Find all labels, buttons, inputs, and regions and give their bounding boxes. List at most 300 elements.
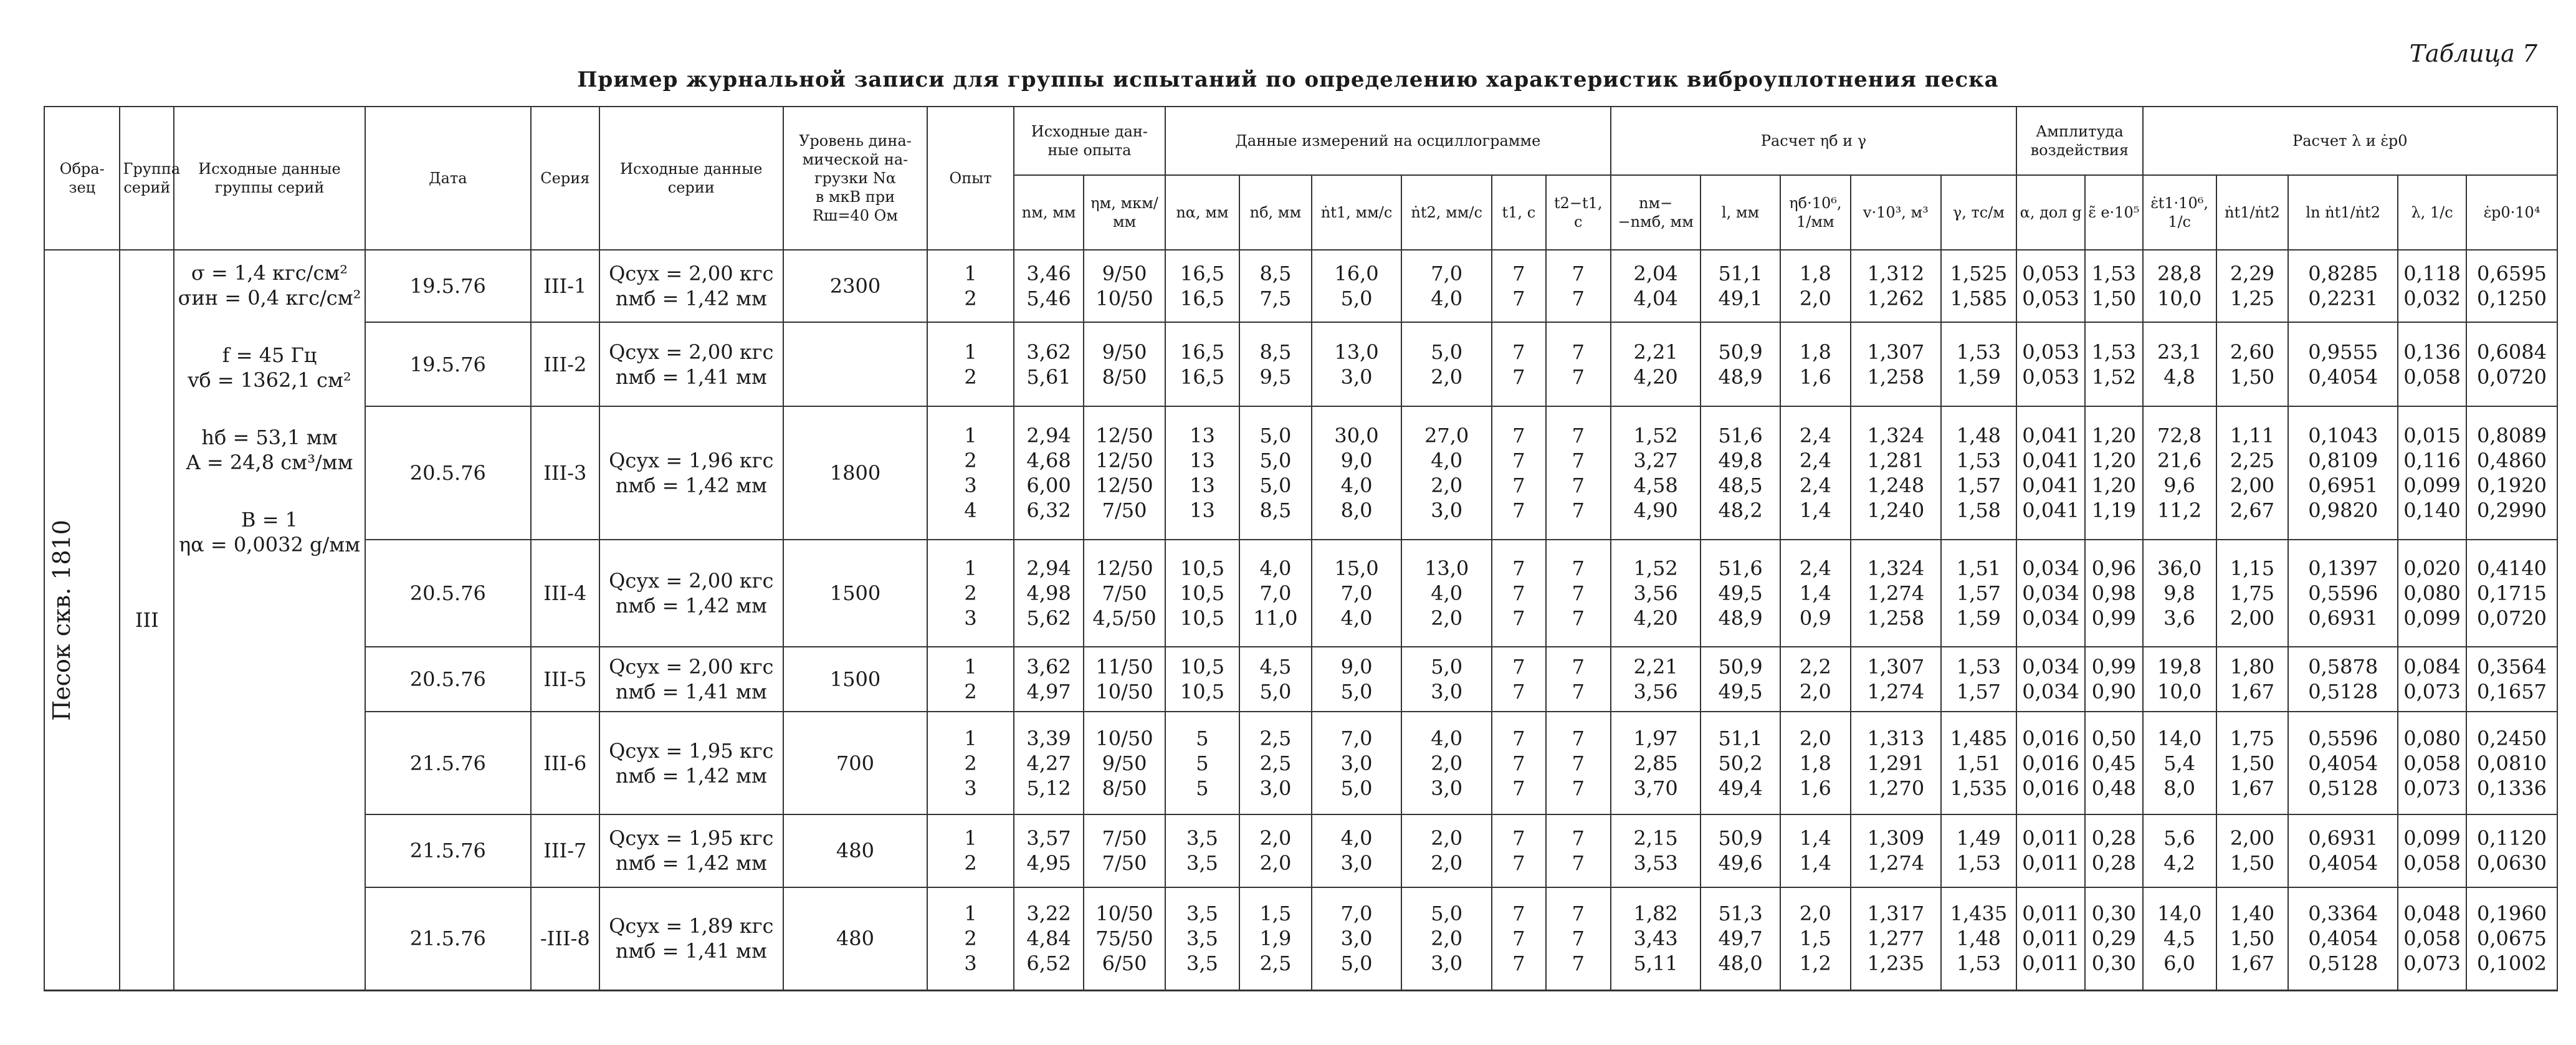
value: 7 [1572, 751, 1585, 775]
value-cell [2085, 322, 2143, 406]
trial-number: 2 [964, 751, 977, 775]
value-cell [1239, 814, 1312, 887]
value: 7 [1512, 424, 1525, 448]
value: 4,2 [2163, 851, 2196, 876]
value-cell [1084, 647, 1165, 712]
value: 1,248 [1867, 474, 1925, 498]
value-cell [2143, 250, 2216, 322]
value: 7 [1572, 851, 1585, 876]
value: 0,3564 [2477, 654, 2547, 679]
trial-number: 3 [964, 776, 977, 800]
value: 5,61 [1026, 365, 1071, 389]
value: 0,041 [2022, 424, 2079, 448]
table-row [44, 322, 2557, 406]
value: 1,8 [1799, 751, 1831, 775]
value: 0,020 [2403, 556, 2461, 581]
value: 7 [1512, 556, 1525, 581]
value: 2,85 [1633, 751, 1678, 775]
value: 0,073 [2403, 952, 2461, 976]
value: 1,6 [1799, 776, 1831, 800]
value-cell [1611, 540, 1701, 646]
value-cell [2216, 322, 2289, 406]
series-cell: III-7 [531, 814, 599, 887]
header-trial: Опыт [927, 107, 1014, 250]
value-cell [2085, 647, 2143, 712]
value: 49,1 [1718, 287, 1763, 311]
value: 1,82 [1633, 902, 1678, 926]
value: 1,80 [2230, 654, 2275, 679]
value: 2,0 [1431, 474, 1463, 498]
value-cell [1780, 814, 1851, 887]
value: 8,0 [2163, 776, 2196, 800]
value-cell [2216, 887, 2289, 990]
value: 7 [1512, 751, 1525, 775]
value: 0,2450 [2477, 726, 2547, 750]
value: 3,5 [1186, 927, 1218, 951]
value-cell [1312, 406, 1402, 540]
value: 0,099 [2403, 606, 2461, 631]
value: 0,1120 [2477, 826, 2547, 851]
load-cell: 700 [783, 712, 927, 814]
value: 2,0 [1799, 726, 1831, 750]
value: 0,0720 [2477, 365, 2547, 389]
value: 2,21 [1633, 340, 1678, 364]
value: 1,6 [1799, 365, 1831, 389]
value-cell [1492, 250, 1546, 322]
subheader-6: t1, с [1492, 175, 1546, 250]
value-cell [1165, 647, 1239, 712]
value: 0,96 [2091, 556, 2136, 581]
value: 2,5 [1259, 726, 1292, 750]
value: 4,58 [1633, 474, 1678, 498]
value: 0,034 [2022, 556, 2079, 581]
value-cell [1014, 712, 1084, 814]
trial-number: 2 [964, 581, 977, 606]
value: 9,0 [1340, 654, 1373, 679]
series-data-cell [599, 712, 783, 814]
value-cell [1239, 540, 1312, 646]
value-cell [1941, 322, 2016, 406]
trial-number: 1 [964, 654, 977, 679]
value: 7 [1572, 679, 1585, 704]
value-cell [1611, 406, 1701, 540]
value: 10/50 [1095, 902, 1153, 926]
value: 16,5 [1180, 287, 1225, 311]
subheader-4: ṅt1, мм/с [1312, 175, 1402, 250]
value: 4,0 [1340, 474, 1373, 498]
value: 0,099 [2403, 826, 2461, 851]
value: 1,20 [2091, 424, 2136, 448]
value: 1,20 [2091, 474, 2136, 498]
value: 0,1715 [2477, 581, 2547, 606]
value: 9,8 [2163, 581, 2196, 606]
series-data-line: Qсух = 2,00 кгс [609, 654, 774, 679]
value-cell [1611, 250, 1701, 322]
value: 3,0 [1340, 751, 1373, 775]
value: 1,57 [1956, 679, 2001, 704]
value: 48,0 [1718, 952, 1763, 976]
value: 4,5 [2163, 927, 2196, 951]
header-load-level: Уровень дина- мической на- грузки Nα в мкВ при Rш=40 Ом [783, 107, 927, 250]
trial-number: 2 [964, 927, 977, 951]
value: 1,51 [1956, 751, 2001, 775]
value: 1,535 [1950, 776, 2008, 800]
value: 7/50 [1102, 581, 1147, 606]
date-cell: 19.5.76 [365, 322, 531, 406]
value: 3,56 [1633, 581, 1678, 606]
group-note [177, 343, 362, 393]
value-cell [2016, 406, 2085, 540]
value: 0,6931 [2308, 606, 2378, 631]
header-amplitude: Амплитуда воздействия [2016, 107, 2142, 175]
value: 0,1250 [2477, 287, 2547, 311]
value: 2,0 [1431, 826, 1463, 851]
value-cell [1851, 250, 1941, 322]
value: 10/50 [1095, 287, 1153, 311]
series-data-line: nмб = 1,42 мм [615, 763, 767, 788]
value: 2,0 [1259, 826, 1292, 851]
value: 0,011 [2022, 902, 2079, 926]
series-data-line: nмб = 1,42 мм [615, 474, 767, 498]
value: 2,67 [2230, 499, 2275, 523]
value: 0,0630 [2477, 851, 2547, 876]
value: 3,5 [1186, 826, 1218, 851]
value: 2,0 [1431, 751, 1463, 775]
value: 21,6 [2157, 449, 2202, 473]
value-cell [1851, 647, 1941, 712]
series-cell: III-1 [531, 250, 599, 322]
journal-table [44, 106, 2558, 991]
value: 7 [1572, 927, 1585, 951]
value-cell [1084, 250, 1165, 322]
value: 7 [1512, 927, 1525, 951]
table-row [44, 814, 2557, 887]
value-cell [1492, 712, 1546, 814]
value-cell [1401, 712, 1492, 814]
value-cell [2216, 647, 2289, 712]
value: 2,4 [1799, 474, 1831, 498]
value: 72,8 [2157, 424, 2202, 448]
value: 2,94 [1026, 556, 1071, 581]
value-cell [2085, 887, 2143, 990]
value-cell [2398, 322, 2466, 406]
trial-number: 1 [964, 826, 977, 851]
value: 5,0 [1431, 340, 1463, 364]
date-cell: 20.5.76 [365, 540, 531, 646]
value: 0,016 [2022, 726, 2079, 750]
subheader-5: ṅt2, мм/с [1401, 175, 1492, 250]
value-cell [1941, 887, 2016, 990]
value: 0,5128 [2308, 679, 2378, 704]
value: 0,9 [1799, 606, 1831, 631]
value: 5,0 [1259, 424, 1292, 448]
series-cell: III-3 [531, 406, 599, 540]
value-cell [2466, 712, 2557, 814]
header-oscillogram: Данные измерений на осциллограмме [1165, 107, 1611, 175]
value: 1,52 [2091, 365, 2136, 389]
value: 12/50 [1095, 556, 1153, 581]
series-data-line: nмб = 1,42 мм [615, 287, 767, 311]
value: 0,8089 [2477, 424, 2547, 448]
value: 7 [1572, 776, 1585, 800]
value-cell [1401, 887, 1492, 990]
value: 1,15 [2230, 556, 2275, 581]
value: 0,4054 [2308, 927, 2378, 951]
value: 3,0 [1340, 927, 1373, 951]
value-cell [2016, 250, 2085, 322]
value-cell [1780, 712, 1851, 814]
value: 7 [1512, 826, 1525, 851]
series-cell: III-6 [531, 712, 599, 814]
subheader-3: nб, мм [1239, 175, 1312, 250]
value: 1,58 [1956, 499, 2001, 523]
value: 8/50 [1102, 776, 1147, 800]
value: 51,3 [1718, 902, 1763, 926]
value-cell [1401, 540, 1492, 646]
series-data-cell [599, 322, 783, 406]
trial-number: 1 [964, 340, 977, 364]
value: 7/50 [1102, 826, 1147, 851]
value: 1,57 [1956, 474, 2001, 498]
value: 1,19 [2091, 499, 2136, 523]
value: 0,118 [2403, 262, 2461, 286]
value: 0,011 [2022, 927, 2079, 951]
subheader-11: v·10³, м³ [1851, 175, 1941, 250]
table-row [44, 540, 2557, 646]
value: 48,5 [1718, 474, 1763, 498]
value: 49,7 [1718, 927, 1763, 951]
series-data-cell [599, 647, 783, 712]
value-cell [1014, 322, 1084, 406]
value: 3,43 [1633, 927, 1678, 951]
value: 5,0 [1340, 679, 1373, 704]
value-cell [2216, 712, 2289, 814]
value: 0,1336 [2477, 776, 2547, 800]
value: 7 [1572, 340, 1585, 364]
value-cell [1239, 647, 1312, 712]
value-cell [2288, 406, 2398, 540]
value: 4,95 [1026, 851, 1071, 876]
value: 3,62 [1026, 340, 1071, 364]
subheader-0: nм, мм [1014, 175, 1084, 250]
value: 0,041 [2022, 474, 2079, 498]
value-cell [1312, 322, 1402, 406]
series-data-line: nмб = 1,41 мм [615, 679, 767, 704]
value: 5,0 [1259, 679, 1292, 704]
value: 1,67 [2230, 679, 2275, 704]
value: 0,8285 [2308, 262, 2378, 286]
value-cell [1014, 406, 1084, 540]
value: 2,25 [2230, 449, 2275, 473]
value: 0,048 [2403, 902, 2461, 926]
value: 1,4 [1799, 499, 1831, 523]
value: 1,435 [1950, 902, 2008, 926]
value: 2,00 [2230, 606, 2275, 631]
subheader-1: ηм, мкм/мм [1084, 175, 1165, 250]
trial-number: 4 [964, 499, 977, 523]
value: 9,6 [2163, 474, 2196, 498]
value-cell [1851, 406, 1941, 540]
header-calc-eta-gamma: Расчет ηб и γ [1611, 107, 2016, 175]
value: 0,1657 [2477, 679, 2547, 704]
value: 0,084 [2403, 654, 2461, 679]
value-cell [1701, 406, 1780, 540]
trial-number: 2 [964, 679, 977, 704]
value: 0,5596 [2308, 581, 2378, 606]
value: 2,21 [1633, 654, 1678, 679]
value: 13 [1190, 424, 1215, 448]
value-cell [2085, 250, 2143, 322]
value: 2,60 [2230, 340, 2275, 364]
trial-number: 2 [964, 365, 977, 389]
value: 16,0 [1334, 262, 1379, 286]
value-cell [1239, 887, 1312, 990]
value-cell [1014, 814, 1084, 887]
series-data-line: Qсух = 2,00 кгс [609, 569, 774, 593]
value-cell [2216, 540, 2289, 646]
value: 0,034 [2022, 581, 2079, 606]
value: 51,6 [1718, 556, 1763, 581]
load-cell: 1500 [783, 540, 927, 646]
value: 1,59 [1956, 606, 2001, 631]
trial-cell [927, 540, 1014, 646]
value: 5,46 [1026, 287, 1071, 311]
value: 5,62 [1026, 606, 1071, 631]
value: 4,20 [1633, 365, 1678, 389]
trial-number: 2 [964, 851, 977, 876]
value-cell [1165, 712, 1239, 814]
value: 3,5 [1186, 952, 1218, 976]
value: 5,0 [1259, 474, 1292, 498]
value: 7 [1572, 902, 1585, 926]
value-cell [2288, 887, 2398, 990]
value: 5,0 [1340, 952, 1373, 976]
value: 0,034 [2022, 679, 2079, 704]
value: 5,0 [1431, 654, 1463, 679]
value: 7 [1572, 449, 1585, 473]
value-cell [2143, 647, 2216, 712]
value-cell [1611, 814, 1701, 887]
trial-cell [927, 712, 1014, 814]
value: 10,0 [2157, 287, 2202, 311]
value: 1,2 [1799, 952, 1831, 976]
value-cell [1084, 814, 1165, 887]
value: 1,48 [1956, 927, 2001, 951]
value: 2,4 [1799, 424, 1831, 448]
value: 8,5 [1259, 499, 1292, 523]
value: 48,2 [1718, 499, 1763, 523]
value: 10/50 [1095, 679, 1153, 704]
value: 0,6084 [2477, 340, 2547, 364]
value: 0,99 [2091, 654, 2136, 679]
value: 0,5128 [2308, 952, 2378, 976]
value: 7 [1572, 287, 1585, 311]
value: 51,1 [1718, 262, 1763, 286]
value-cell [2016, 712, 2085, 814]
value-cell [2288, 250, 2398, 322]
value: 1,53 [1956, 952, 2001, 976]
value: 0,9555 [2308, 340, 2378, 364]
value: 0,034 [2022, 654, 2079, 679]
value-cell [1492, 406, 1546, 540]
value: 10,0 [2157, 679, 2202, 704]
trial-cell [927, 406, 1014, 540]
value-cell [2085, 814, 2143, 887]
series-data-line: nмб = 1,41 мм [615, 939, 767, 963]
group-note-line: vб = 1362,1 см² [188, 368, 351, 392]
value-cell [1239, 250, 1312, 322]
value: 19,8 [2157, 654, 2202, 679]
value: 1,312 [1867, 262, 1925, 286]
value-cell [1701, 322, 1780, 406]
value: 4,97 [1026, 679, 1071, 704]
value: 0,136 [2403, 340, 2461, 364]
value: 9,5 [1259, 365, 1292, 389]
value: 7 [1572, 606, 1585, 631]
value-cell [2398, 406, 2466, 540]
value-cell [1492, 814, 1546, 887]
value: 2,5 [1259, 751, 1292, 775]
value: 11/50 [1095, 654, 1153, 679]
series-data-line: Qсух = 1,96 кгс [609, 449, 774, 473]
value: 10,5 [1180, 556, 1225, 581]
value-cell [1165, 322, 1239, 406]
series-cell: III-2 [531, 322, 599, 406]
value-cell [1851, 887, 1941, 990]
value-cell [2288, 814, 2398, 887]
value: 0,98 [2091, 581, 2136, 606]
series-data-cell [599, 250, 783, 322]
value: 3,70 [1633, 776, 1678, 800]
trial-cell [927, 322, 1014, 406]
table-row [44, 887, 2557, 990]
sample-name: Песок скв. 1810 [48, 519, 75, 721]
value: 7/50 [1102, 851, 1147, 876]
value-cell [1851, 322, 1941, 406]
value: 0,4860 [2477, 449, 2547, 473]
value: 7 [1512, 499, 1525, 523]
trial-number: 2 [964, 449, 977, 473]
value-cell [2085, 406, 2143, 540]
value-cell [1165, 814, 1239, 887]
value: 0,6951 [2308, 474, 2378, 498]
value-cell [1851, 540, 1941, 646]
value: 3,6 [2163, 606, 2196, 631]
value: 13 [1190, 499, 1215, 523]
value: 10/50 [1095, 726, 1153, 750]
value: 2,29 [2230, 262, 2275, 286]
value-cell [2143, 887, 2216, 990]
trial-number: 3 [964, 952, 977, 976]
value-cell [1701, 540, 1780, 646]
value-cell [1165, 406, 1239, 540]
value: 0,3364 [2308, 902, 2378, 926]
value-cell [2398, 887, 2466, 990]
value: 50,2 [1718, 751, 1763, 775]
table-row [44, 712, 2557, 814]
value: 1,59 [1956, 365, 2001, 389]
value: 8/50 [1102, 365, 1147, 389]
group-note [177, 425, 362, 475]
value-cell [1941, 406, 2016, 540]
value: 16,5 [1180, 365, 1225, 389]
value: 0,058 [2403, 365, 2461, 389]
value: 10,5 [1180, 654, 1225, 679]
value: 1,40 [2230, 902, 2275, 926]
value: 1,5 [1799, 927, 1831, 951]
value: 0,28 [2091, 826, 2136, 851]
value: 1,240 [1867, 499, 1925, 523]
